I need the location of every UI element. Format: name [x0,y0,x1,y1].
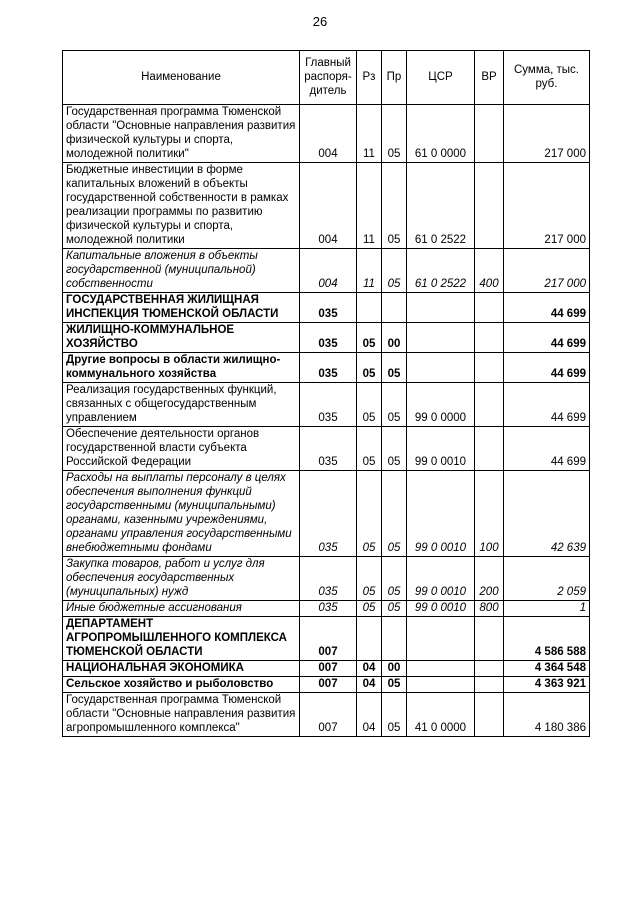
cell-pr [382,617,407,661]
cell-name: Бюджетные инвестиции в форме капитальных вложений в объекты государственной собственности в рамках реализации программы по развитию физической культуры и спорта, молодежной политики [63,163,300,249]
cell-sum: 4 364 548 [504,661,590,677]
cell-csr [407,293,475,323]
cell-admin: 007 [300,661,357,677]
cell-vr [475,163,504,249]
cell-rz: 05 [357,323,382,353]
header-vr: ВР [475,51,504,105]
cell-name: Другие вопросы в области жилищно-коммунального хозяйства [63,353,300,383]
cell-vr [475,105,504,163]
cell-name: Расходы на выплаты персоналу в целях обеспечения выполнения функций государственными (муниципальными) органами, казенными учреждениями, органами управления государственными внебюджетными фондами [63,471,300,557]
table-row [63,163,590,249]
page-number: 26 [312,14,328,29]
cell-admin: 035 [300,471,357,557]
cell-vr: 800 [475,601,504,617]
cell-vr [475,677,504,693]
cell-vr [475,693,504,737]
cell-pr: 00 [382,323,407,353]
cell-csr: 99 0 0010 [407,601,475,617]
cell-admin: 004 [300,163,357,249]
cell-name: ЖИЛИЩНО-КОММУНАЛЬНОЕ ХОЗЯЙСТВО [63,323,300,353]
table-row [63,601,590,617]
table-row [63,471,590,557]
cell-name: Государственная программа Тюменской области "Основные направления развития агропромышленного комплекса" [63,693,300,737]
cell-pr: 05 [382,105,407,163]
cell-name: Сельское хозяйство и рыболовство [63,677,300,693]
table-row [63,323,590,353]
cell-admin: 035 [300,353,357,383]
cell-csr: 99 0 0010 [407,557,475,601]
cell-vr [475,293,504,323]
cell-pr: 05 [382,601,407,617]
cell-rz: 05 [357,383,382,427]
cell-csr: 99 0 0010 [407,427,475,471]
cell-vr [475,617,504,661]
cell-pr: 05 [382,677,407,693]
cell-name: ГОСУДАРСТВЕННАЯ ЖИЛИЩНАЯ ИНСПЕКЦИЯ ТЮМЕНСКОЙ ОБЛАСТИ [63,293,300,323]
cell-sum: 42 639 [504,471,590,557]
cell-admin: 007 [300,617,357,661]
cell-rz: 11 [357,163,382,249]
cell-vr [475,661,504,677]
cell-rz: 05 [357,557,382,601]
cell-vr: 100 [475,471,504,557]
cell-rz: 05 [357,601,382,617]
cell-csr: 41 0 0000 [407,693,475,737]
cell-rz: 11 [357,249,382,293]
cell-admin: 035 [300,601,357,617]
cell-name: Реализация государственных функций, связанных с общегосударственным управлением [63,383,300,427]
cell-csr: 99 0 0000 [407,383,475,427]
table-row [63,557,590,601]
cell-admin: 035 [300,383,357,427]
cell-admin: 035 [300,293,357,323]
cell-admin: 007 [300,693,357,737]
cell-pr: 00 [382,661,407,677]
cell-name: ДЕПАРТАМЕНТ АГРОПРОМЫШЛЕННОГО КОМПЛЕКСА ТЮМЕНСКОЙ ОБЛАСТИ [63,617,300,661]
cell-rz: 05 [357,427,382,471]
cell-sum: 1 [504,601,590,617]
table-row [63,293,590,323]
cell-vr [475,427,504,471]
cell-csr [407,353,475,383]
cell-rz [357,293,382,323]
cell-pr: 05 [382,353,407,383]
cell-csr [407,677,475,693]
table-header-row [63,51,590,105]
cell-pr: 05 [382,557,407,601]
cell-name: Государственная программа Тюменской области "Основные направления развития физической культуры и спорта, молодежной политики" [63,105,300,163]
cell-rz: 11 [357,105,382,163]
header-pr: Пр [382,51,407,105]
cell-pr: 05 [382,693,407,737]
cell-rz: 04 [357,677,382,693]
cell-name: НАЦИОНАЛЬНАЯ ЭКОНОМИКА [63,661,300,677]
cell-rz: 05 [357,471,382,557]
cell-sum: 4 180 386 [504,693,590,737]
table-row [63,427,590,471]
cell-vr [475,353,504,383]
cell-pr: 05 [382,383,407,427]
cell-name: Иные бюджетные ассигнования [63,601,300,617]
cell-rz: 04 [357,693,382,737]
header-rz: Рз [357,51,382,105]
header-csr: ЦСР [407,51,475,105]
cell-rz: 05 [357,353,382,383]
cell-sum: 44 699 [504,353,590,383]
cell-admin: 035 [300,323,357,353]
cell-pr: 05 [382,163,407,249]
table-row [63,383,590,427]
header-name: Наименование [63,51,300,105]
cell-sum: 217 000 [504,105,590,163]
cell-vr: 200 [475,557,504,601]
cell-admin: 035 [300,427,357,471]
cell-vr [475,383,504,427]
table-row [63,693,590,737]
cell-csr: 61 0 2522 [407,163,475,249]
table-row [63,249,590,293]
cell-sum: 4 363 921 [504,677,590,693]
cell-pr: 05 [382,427,407,471]
cell-rz: 04 [357,661,382,677]
header-admin: Главный распоря-дитель [300,51,357,105]
cell-admin: 004 [300,105,357,163]
cell-vr: 400 [475,249,504,293]
cell-sum: 217 000 [504,249,590,293]
cell-pr: 05 [382,471,407,557]
cell-csr: 61 0 0000 [407,105,475,163]
table-row [63,661,590,677]
cell-csr [407,617,475,661]
cell-pr: 05 [382,249,407,293]
cell-sum: 44 699 [504,383,590,427]
cell-sum: 4 586 588 [504,617,590,661]
table-row [63,353,590,383]
cell-pr [382,293,407,323]
cell-vr [475,323,504,353]
cell-sum: 44 699 [504,293,590,323]
budget-table [62,50,590,737]
cell-csr [407,323,475,353]
header-sum: Сумма, тыс. руб. [504,51,590,105]
cell-name: Обеспечение деятельности органов государственной власти субъекта Российской Федерации [63,427,300,471]
cell-sum: 44 699 [504,323,590,353]
cell-csr: 61 0 2522 [407,249,475,293]
cell-name: Закупка товаров, работ и услуг для обеспечения государственных (муниципальных) нужд [63,557,300,601]
cell-name: Капитальные вложения в объекты государственной (муниципальной) собственности [63,249,300,293]
cell-sum: 44 699 [504,427,590,471]
cell-admin: 007 [300,677,357,693]
cell-rz [357,617,382,661]
cell-sum: 217 000 [504,163,590,249]
cell-admin: 004 [300,249,357,293]
table-row [63,105,590,163]
table-row [63,617,590,661]
cell-csr [407,661,475,677]
cell-admin: 035 [300,557,357,601]
cell-csr: 99 0 0010 [407,471,475,557]
table-row [63,677,590,693]
cell-sum: 2 059 [504,557,590,601]
